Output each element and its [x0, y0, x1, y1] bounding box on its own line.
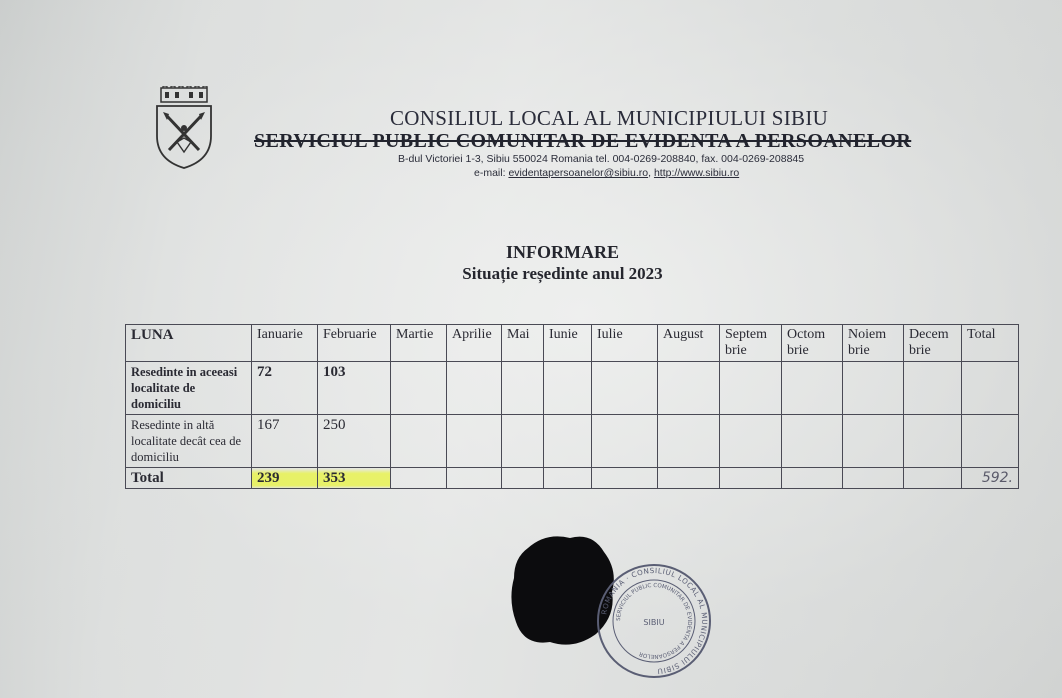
table-cell: 353 — [318, 468, 391, 489]
table-cell — [904, 362, 962, 415]
table-cell — [658, 362, 720, 415]
table-cell — [782, 468, 843, 489]
table-cell — [720, 362, 782, 415]
table-row — [126, 415, 1019, 468]
header-cell-mai: Mai — [502, 325, 544, 362]
table-cell: 239 — [252, 468, 318, 489]
table-cell — [447, 468, 502, 489]
row-label: Resedinte in altă localitate decât cea de domiciliu — [126, 415, 252, 468]
table-cell — [544, 362, 592, 415]
document-subtitle: Situație reședinte anul 2023 — [462, 264, 663, 283]
table-cell: 250 — [318, 415, 391, 468]
header-cell-iulie: Iulie — [592, 325, 658, 362]
table-cell: 167 — [252, 415, 318, 468]
table-cell: 103 — [318, 362, 391, 415]
table-cell — [592, 415, 658, 468]
table-cell — [782, 362, 843, 415]
table-cell — [843, 415, 904, 468]
contact-separator: , — [648, 167, 654, 179]
table-cell — [904, 415, 962, 468]
table-cell — [592, 468, 658, 489]
header-cell-august: August — [658, 325, 720, 362]
table-cell — [502, 362, 544, 415]
header-cell-februarie: Februarie — [318, 325, 391, 362]
council-name: CONSILIUL LOCAL AL MUNICIPIULUI SIBIU — [390, 106, 829, 130]
table-cell — [720, 415, 782, 468]
header-cell-luna: LUNA — [126, 325, 252, 362]
header-cell-octombrie: Octom brie — [782, 325, 843, 362]
header-cell-ianuarie: Ianuarie — [252, 325, 318, 362]
stamp-center-text: SIBIU — [643, 618, 665, 627]
service-name: SERVICIUL PUBLIC COMUNITAR DE EVIDENTA A PERSOANELOR — [254, 130, 912, 152]
header-cell-decembrie: Decem brie — [904, 325, 962, 362]
document-title: INFORMARE — [506, 242, 619, 262]
residence-report-table — [125, 324, 1019, 489]
address-line: B-dul Victoriei 1-3, Sibiu 550024 Romania tel. 004-0269-208840, fax. 004-0269-208845 — [398, 153, 805, 165]
table-cell — [720, 468, 782, 489]
sibiu-coat-of-arms-icon — [153, 86, 215, 170]
table-cell — [391, 362, 447, 415]
header-cell-septembrie: Septem brie — [720, 325, 782, 362]
header-cell-aprilie: Aprilie — [447, 325, 502, 362]
table-cell — [843, 362, 904, 415]
stamp-inner-text: SERVICIUL PUBLIC COMUNITAR DE EVIDENTA A PERSOANELOR — [615, 582, 693, 660]
handwritten-total: 592. — [962, 468, 1019, 489]
table-cell — [502, 468, 544, 489]
email-link[interactable]: evidentapersoanelor@sibiu.ro — [508, 167, 649, 179]
header-cell-total: Total — [962, 325, 1019, 362]
table-cell — [658, 415, 720, 468]
website-link[interactable]: http://www.sibiu.ro — [653, 167, 740, 179]
table-header-row — [126, 325, 1019, 362]
table-cell — [544, 415, 592, 468]
table-cell — [502, 415, 544, 468]
table-cell — [447, 362, 502, 415]
table-cell — [843, 468, 904, 489]
table-cell — [782, 415, 843, 468]
table-row — [126, 362, 1019, 415]
row-label: Resedinte in aceeasi localitate de domiciliu — [126, 362, 252, 415]
row-label: Total — [126, 468, 252, 489]
header-cell-martie: Martie — [391, 325, 447, 362]
header-cell-noiembrie: Noiem brie — [843, 325, 904, 362]
table-cell — [904, 468, 962, 489]
table-cell — [962, 362, 1019, 415]
table-cell — [447, 415, 502, 468]
table-total-row — [126, 468, 1019, 489]
table-cell — [391, 415, 447, 468]
contact-line — [474, 167, 739, 179]
official-stamp-icon — [596, 563, 712, 679]
header-cell-iunie: Iunie — [544, 325, 592, 362]
table-cell — [391, 468, 447, 489]
table-cell — [544, 468, 592, 489]
table-cell — [962, 415, 1019, 468]
table-cell — [658, 468, 720, 489]
table-cell — [592, 362, 658, 415]
stamp-outer-text: ROMANIA · CONSILIUL LOCAL AL MUNICIPIULUI SIBIU — [599, 565, 710, 676]
email-prefix: e-mail: — [474, 167, 509, 179]
table-cell: 72 — [252, 362, 318, 415]
